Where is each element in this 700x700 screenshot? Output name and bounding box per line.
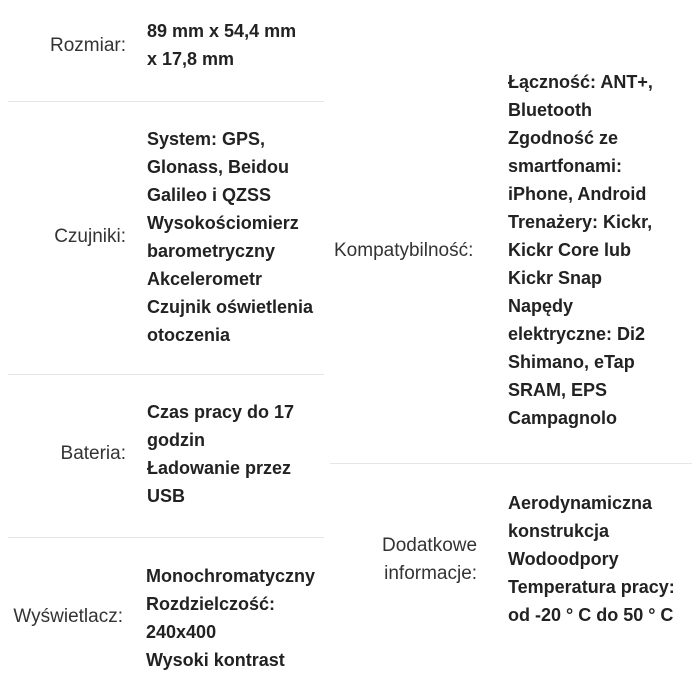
spec-value-line: konstrukcja: [508, 521, 610, 541]
spec-value-line: Galileo i QZSS: [147, 185, 272, 205]
spec-value-sensors: [147, 125, 313, 349]
spec-value-line: SRAM, EPS: [508, 380, 608, 400]
spec-value-line: Rozdzielczość:: [146, 594, 276, 614]
spec-value-line: Bluetooth: [508, 100, 592, 120]
spec-value-line: Wysoki kontrast: [146, 650, 285, 670]
spec-value-line: elektryczne: Di2: [508, 324, 646, 344]
row-divider: [330, 463, 692, 464]
spec-value-line: Trenażery: Kickr,: [508, 212, 653, 232]
spec-value-line: 89 mm x 54,4 mm: [147, 21, 297, 41]
row-divider: [8, 374, 324, 375]
spec-value-line: USB: [147, 486, 186, 506]
spec-label-line: Dodatkowe: [382, 535, 478, 556]
spec-label-battery: Bateria:: [60, 443, 126, 464]
spec-value-line: Kickr Snap: [508, 268, 603, 288]
spec-value-line: System: GPS,: [147, 129, 266, 149]
spec-value-line: Glonass, Beidou: [147, 157, 290, 177]
spec-value-line: barometryczny: [147, 241, 276, 261]
row-divider: [8, 537, 324, 538]
spec-value-line: Monochromatyczny: [146, 566, 316, 586]
spec-value-additional-info: [508, 489, 675, 629]
spec-value-line: od -20 ° C do 50 ° C: [508, 605, 674, 625]
spec-value-line: Akcelerometr: [147, 269, 263, 289]
spec-value-line: smartfonami:: [508, 156, 623, 176]
spec-value-line: Czas pracy do 17: [147, 402, 295, 422]
spec-value-line: Ładowanie przez: [147, 458, 292, 478]
spec-value-compatibility: [508, 68, 653, 432]
spec-value-line: Napędy: [508, 296, 574, 316]
spec-value-battery: [147, 398, 294, 510]
spec-value-line: Łączność: ANT+,: [508, 72, 653, 92]
spec-label-size: Rozmiar:: [49, 35, 126, 56]
spec-value-line: otoczenia: [147, 325, 231, 345]
spec-value-line: 240x400: [146, 622, 217, 642]
spec-value-display: [146, 562, 315, 674]
spec-value-line: Aerodynamiczna: [508, 493, 653, 513]
spec-value-line: Czujnik oświetlenia: [147, 297, 314, 317]
spec-value-line: Campagnolo: [508, 408, 618, 428]
spec-value-line: Temperatura pracy:: [508, 577, 675, 597]
spec-value-size: [147, 17, 296, 73]
spec-label-line: informacje:: [384, 563, 478, 584]
spec-value-line: Shimano, eTap: [508, 352, 635, 372]
spec-label-display: Wyświetlacz:: [13, 606, 123, 627]
spec-value-line: iPhone, Android: [508, 184, 647, 204]
row-divider: [8, 101, 324, 102]
spec-value-line: x 17,8 mm: [147, 49, 235, 69]
spec-value-line: godzin: [147, 430, 205, 450]
spec-value-line: Wodoodpory: [508, 549, 619, 569]
spec-label-compatibility: Kompatybilność:: [334, 240, 474, 261]
spec-label-additional-info: [382, 532, 477, 588]
spec-value-line: Kickr Core lub: [508, 240, 632, 260]
spec-value-line: Zgodność ze: [508, 128, 619, 148]
spec-value-line: Wysokościomierz: [147, 213, 299, 233]
spec-label-sensors: Czujniki:: [54, 226, 126, 247]
